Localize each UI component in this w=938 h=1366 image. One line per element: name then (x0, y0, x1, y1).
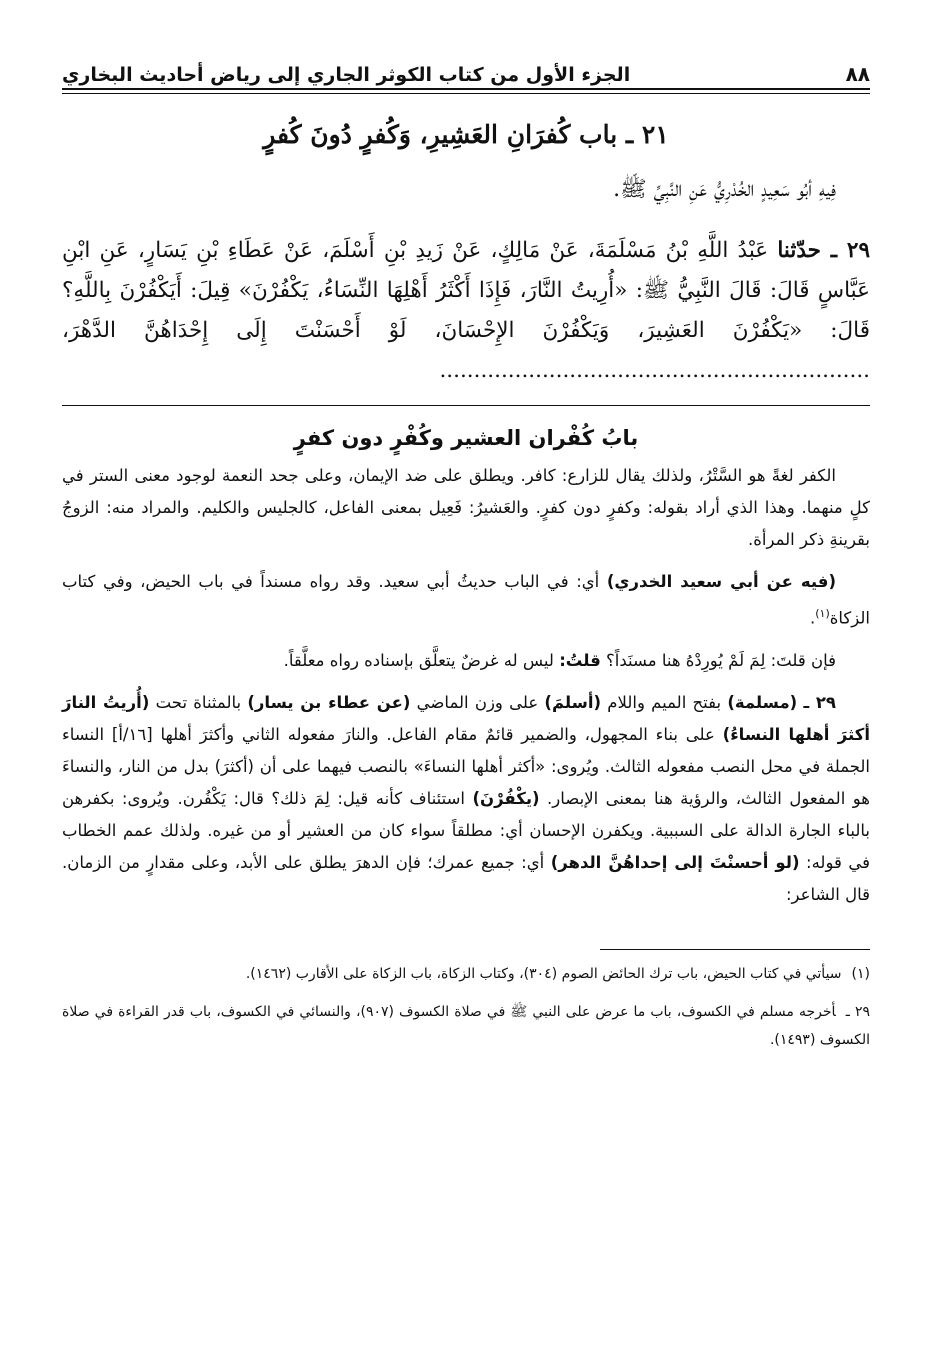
paragraph-text: ليس له غرضٌ يتعلَّق بإسناده رواه معلَّقاً. (283, 650, 560, 670)
commentary-paragraph-3 (62, 645, 870, 677)
hadith-text (62, 231, 870, 391)
book-title: الجزء الأول من كتاب الكوثر الجاري إلى رياض أحاديث البخاري (62, 64, 631, 86)
page (62, 52, 870, 1054)
footnote-text: سيأتي في كتاب الحيض، باب ترك الحائض الصوم (٣٠٤)، وكتاب الزكاة، باب الزكاة على الأقارب (١٤٦٢). (245, 965, 842, 982)
section-separator (62, 405, 870, 406)
footnote-rule (600, 949, 870, 950)
paragraph-text: أي: جميع عمرك؛ فإن الدهرَ يطلق على الأبد، وعلى مقدارٍ من الزمان. قال الشاعر: (62, 852, 870, 904)
hadith-ref-number: ٢٩ ـ (803, 692, 836, 712)
paragraph-text: على وزن الماضي (410, 692, 545, 712)
hadith-body: عَبْدُ اللَّهِ بْنُ مَسْلَمَةَ، عَنْ مَالِكٍ، عَنْ زَيدِ بْنِ أَسْلَمَ، عَنْ عَطَاءِ بْنِ يَسَارٍ، عَنِ ابْنِ عَبَّاسٍ قَالَ: قَالَ النَّبِيُّ ﷺ: «أُرِيتُ النَّارَ، فَإِذَا أَكْثَرُ أَهْلِهَا النِّسَاءُ، يَكْفُرْنَ» قِيلَ: أَيَكْفُرْنَ بِاللَّهِ؟ قَالَ: «يَكْفُرْنَ العَشِيرَ، وَيَكْفُرْنَ الإِحْسَانَ، لَوْ أَحْسَنْتَ إِلَى إِحْدَاهُنَّ الدَّهْرَ، ............................................................... (62, 238, 870, 383)
bold-quote: (عن عطاء بن يسار) (247, 692, 411, 712)
bold-quote: (يكْفُرْنَ) (472, 788, 540, 808)
bold-quote: (لو أحسنْتَ إلى إحداهُنَّ الدهر) (550, 852, 800, 872)
paragraph-end: . (809, 608, 816, 628)
commentary-paragraph-4 (62, 687, 870, 911)
bold-quote: (أُريتُ النارَ أكثرَ أهلها النساءُ) (62, 692, 870, 744)
chapter-intro: فِيهِ أبُو سَعِيدٍ الخُدْرِيُّ عَنِ النَّبِيِّ ﷺ. (613, 177, 836, 202)
running-header (62, 52, 870, 86)
paragraph-text: بفتح الميم واللام (601, 692, 728, 712)
bold-quote: قلتُ: (559, 650, 601, 670)
bold-quote: (فيه عن أبي سعيد الخدري) (606, 572, 836, 591)
footnote-ref: (١) (815, 607, 830, 620)
footnote-label: (١) (851, 965, 870, 982)
commentary-title: بابُ كُفْران العشير وكُفْرٍ دون كفرٍ (293, 426, 639, 450)
commentary-paragraph-1: الكفر لغةً هو السَّتْرُ، ولذلك يقال للزارع: كافر. ويطلق على ضد الإيمان، وعلى جحد النعمة لوجود معنى الستر في كلٍ منهما. وهذا الذي أراد بقوله: وكفرٍ دون كفرٍ. والعَشيرُ: فَعِيل بمعنى الفاعل، كالجليس والكليم. والمراد منه: الزوجُ بقرينةِ ذكر المرأة. (62, 466, 870, 549)
commentary-paragraph-2 (62, 566, 870, 635)
paragraph-text: أي: في الباب حديثُ أبي سعيد. وقد رواه مسنداً في باب الحيض، وفي كتاب الزكاة (62, 572, 870, 628)
footnote-1 (62, 960, 870, 988)
hadith-number: ٢٩ ـ حدّثنا (777, 238, 870, 263)
header-rule-thin (62, 93, 870, 94)
chapter-title: ٢١ ـ باب كُفرَانِ العَشِيرِ، وَكُفرٍ دُونَ كُفرٍ (263, 120, 669, 149)
footnote-text: أخرجه مسلم في الكسوف، باب ما عرض على النبي ﷺ في صلاة الكسوف (٩٠٧)، والنسائي في الكسوف، باب قدر القراءة في صلاة الكسوف (١٤٩٣). (62, 1003, 870, 1048)
paragraph-text: استئناف كأنه قيل: لِمَ ذلك؟ قال: يَكْفُرن. ويُروى: بكفرهن بالباء الجارة الدالة على السببية. ويكفرن الإحسان أي: مطلقاً سواء كان من العشير أو من غيره. ولذلك عمم الخطاب في قوله: (62, 788, 870, 872)
footnote-label: ٢٩ ـ (845, 1003, 870, 1020)
bold-quote: (أسلمَ) (544, 692, 602, 712)
paragraph-text: بالمثناة تحت (149, 692, 248, 712)
paragraph-text: على بناء المجهول، والضمير قائمٌ مقام الفاعل. والنارَ مفعوله الثاني وأكثرَ أهلها [١٦/أ] النساء الجملة في محل النصب مفعوله الثالث. ويُروى: «أكثر أهلها النساءَ» بالنصب فيهما على أن (أكثرَ) بدل من النار، والنساءَ هو المفعول الثالث، والرؤية هنا بمعنى الإبصار. (62, 724, 870, 808)
footnote-2 (62, 998, 870, 1054)
page-number: ٨٨ (845, 62, 870, 86)
header-rule (62, 88, 870, 90)
paragraph-text: فإن قلتَ: لِمَ لَمْ يُورِدْهُ هنا مسنَداً؟ (600, 650, 836, 670)
bold-quote: (مسلمة) (727, 692, 798, 712)
